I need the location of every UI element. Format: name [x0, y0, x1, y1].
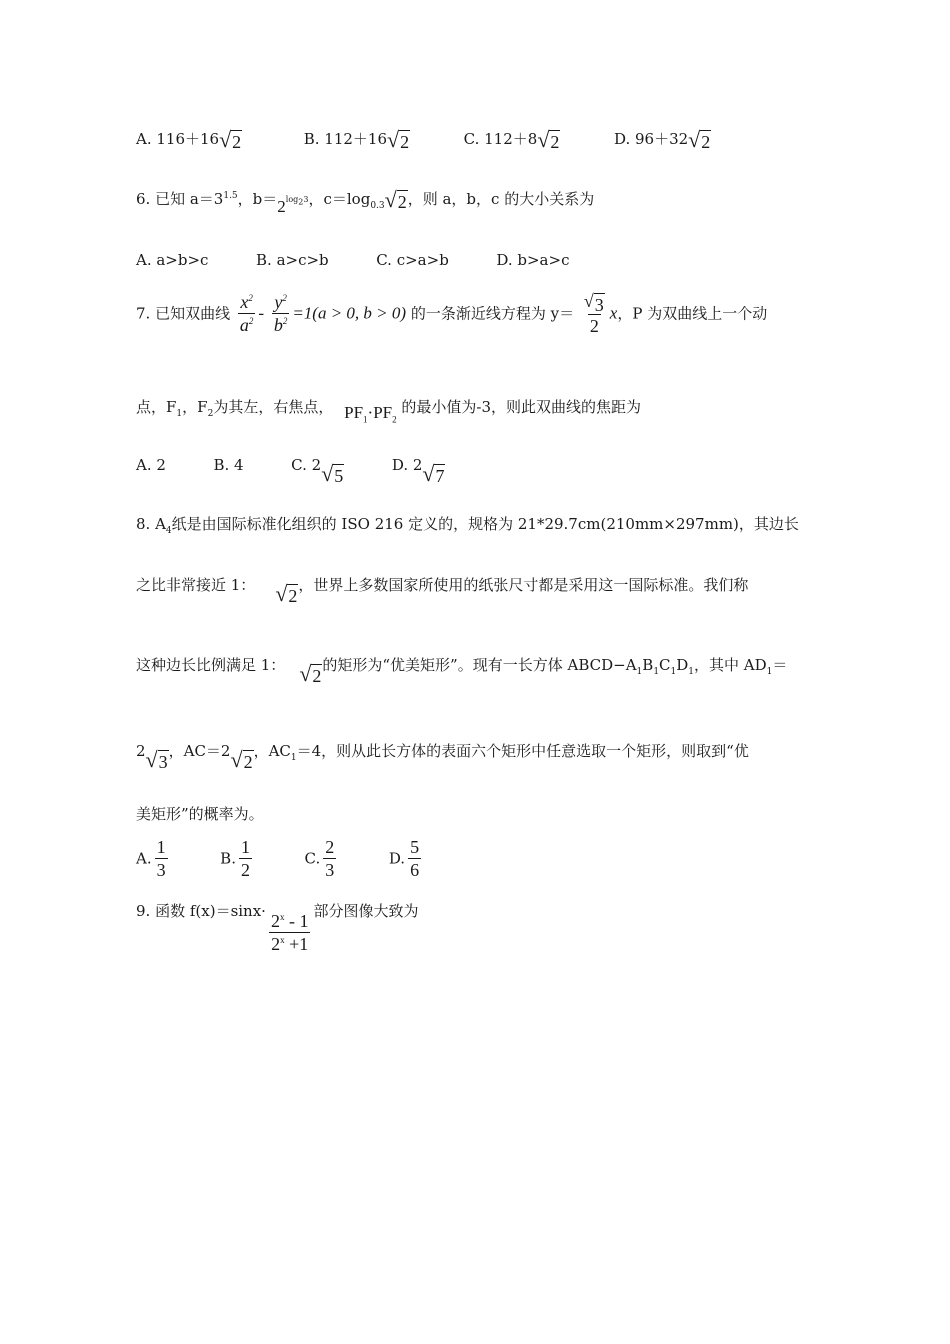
sqrt: √ 2 [219, 127, 242, 152]
q8-stem-line4: 2 √ 3 ，AC＝2 √ 2 ，$AC_1=4$，则从此长方体的表面六个矩形中任意选取一个矩形，则取到“优 [136, 742, 749, 772]
fraction-y2-b2: $\frac{y^2}{b^2}$ [273, 292, 288, 335]
sqrt: √ 2 [299, 661, 322, 686]
sqrt: √ 7 [422, 461, 445, 486]
q8-stem-line5: 美矩形”的概率为。 [136, 805, 264, 823]
q5-options [136, 128, 711, 151]
q6-stem: 6. 已知 $a=3^{1.5}$，$b=2^{log_23}$，$c=\log_{0.3}$ √ 2 ，则 a，b，c 的大小关系为 [136, 187, 595, 216]
sqrt: √ 2 [537, 127, 560, 152]
q8-stem-line2: 之比非常接近 1： √ 2 ，世界上多数国家所使用的纸张尺寸都是采用这一国际标准。我们称 [136, 576, 749, 606]
fraction: $\frac{2}{3}$ [325, 837, 335, 880]
fraction: $\frac{5}{6}$ [410, 837, 420, 880]
sqrt: √ 5 [321, 461, 344, 486]
dot-product-expression: $PF_1\cdot PF_2$ [344, 403, 397, 425]
fraction: $\frac{1}{3}$ [156, 837, 166, 880]
q8-stem-line3: 这种边长比例满足 1： √ 2 的矩形为“优美矩形”。现有一长方体 $ABCD-A_1B_1C_1D_1$，其中 $AD_1=$ [136, 656, 788, 686]
q6-option-b: B. a>c>b [256, 251, 329, 269]
fraction-x2-a2: $\frac{x^2}{a^2}$ [239, 292, 254, 335]
sqrt: √ 2 [275, 581, 298, 606]
q7-stem-line2: 点，$F_1$，$F_2$为其左，右焦点， $PF_1\cdot PF_2$ 的最小值为-3，则此双曲线的焦距为 [136, 398, 642, 425]
q8-option-c: C. [304, 849, 321, 868]
q7-stem-line1: 7. 已知双曲线 $\frac{x^2}{a^2}$ - $\frac{y^2}{b^2}$ =1(a > 0, b > 0) 的一条渐近线方程为 y＝ √ 3 2 x，P 为双曲线上一个动 [136, 291, 768, 336]
sqrt: √ 3 [145, 747, 168, 772]
q6-option-c: C. c>a>b [376, 251, 449, 269]
q8-option-d: D. [388, 849, 406, 868]
q7-option-c: C. 2 [291, 456, 322, 474]
q8-option-b: B. [220, 849, 236, 868]
q8-option-a: A. [136, 849, 152, 868]
q5-option-a: A. 116＋16 [136, 130, 220, 148]
q7-option-b: B. 4 [213, 456, 244, 474]
fraction: $\frac{1}{2}$ [240, 837, 250, 880]
q5-option-c: C. 112＋8 [463, 130, 538, 148]
q5-option-d: D. 96＋32 [613, 130, 689, 148]
q7-option-a: A. 2 [136, 456, 166, 474]
q6-option-d: D. b>a>c [496, 251, 570, 269]
sqrt: √ 2 [384, 187, 407, 212]
q6-options [136, 251, 569, 269]
q8-stem-line1: 8. $A_4$纸是由国际标准化组织的 ISO 216 定义的，规格为 21*29.7cm(210mm×297mm)，其边长 [136, 515, 799, 536]
sqrt: √ 2 [688, 127, 711, 152]
q7-option-d: D. 2 [391, 456, 423, 474]
q5-option-b: B. 112＋16 [303, 130, 388, 148]
fraction-sqrt3-2: √ 3 2 [583, 291, 604, 336]
fraction-2x-minus-1-over-2x-plus-1: $\frac{2^x - 1}{2^x +1}$ [270, 911, 309, 954]
q6-option-a: A. a>b>c [136, 251, 209, 269]
sqrt: √ 2 [387, 127, 410, 152]
q7-options [136, 455, 445, 486]
q8-options [136, 838, 424, 881]
q9-stem: 9. 函数 f(x)＝sinx· $\frac{2^x - 1}{2^x +1}$ 部分图像大致为 [136, 902, 419, 954]
sqrt: √ 2 [230, 747, 253, 772]
